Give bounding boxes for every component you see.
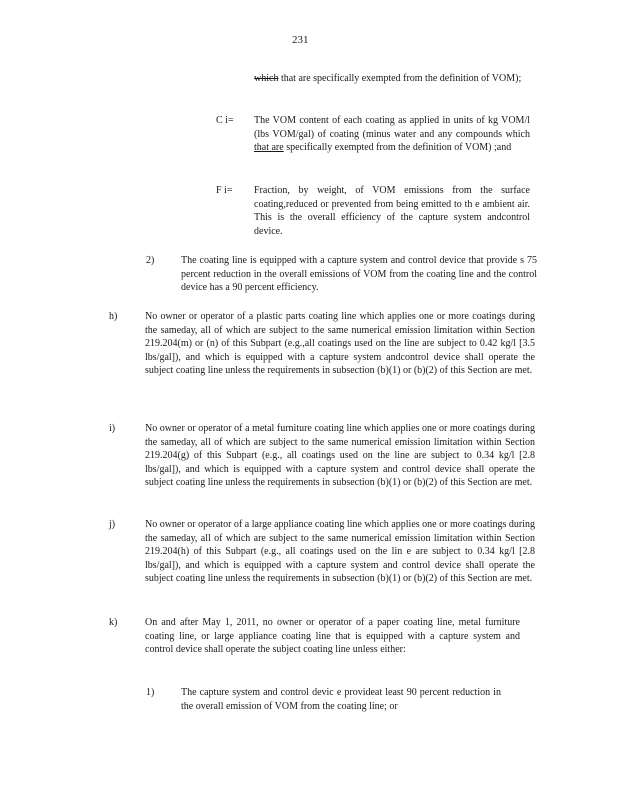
- paragraph-k-text: On and after May 1, 2011, no owner or operator of a paper coating line, metal furniture coating line, or large appliance coating line that is equipped with a capture system and control device shall operate the subject coating line unless either:: [145, 617, 520, 655]
- continuation-text: [254, 72, 530, 86]
- item-2: [181, 254, 537, 295]
- definition-ci-text: The VOM content of each coating as applied in units of kg VOM/l (lbs VOM/gal) of coating (minus water and any compounds which: [254, 115, 530, 140]
- page-number: 231: [292, 34, 309, 46]
- definition-ci: [254, 114, 530, 155]
- paragraph-h-text: No owner or operator of a plastic parts coating line which applies one or more coatings during the sameday, all of which are subject to the same numerical emission limitation within Section 219.204(m) or (n) of this Subpart (e.g.,all coatings used on the line are subject to 0.42 kg/l [3.5 lbs/gal]), and which is equipped with a capture system andcontrol device shall operate the subject coating line unless the requirements in subsection (b)(1) or (b)(2) of this Section are met.: [145, 311, 535, 376]
- paragraph-k: [145, 616, 520, 657]
- paragraph-j-text: No owner or operator of a large appliance coating line which applies one or more coatings during the sameday, all of which are subject to the same numerical emission limitation within Section 219.204(h) of this Subpart (e.g., all coatings used on the lin e are subject to 0.34 kg/l [2.8 lbs/gal]), and which is equipped with a capture system and control device shall operate the subject coating line unless the requirements in subsection (b)(1) or (b)(2) of this Section are met.: [145, 519, 535, 584]
- paragraph-label-h: h): [109, 311, 118, 322]
- paragraph-j: [145, 518, 535, 586]
- definition-label-fi: F i=: [216, 185, 233, 196]
- paragraph-i-text: No owner or operator of a metal furniture coating line which applies one or more coatings during the sameday, all of which are subject to the same numerical emission limitation within Section 219.204(g) of this Subpart (e.g., all coatings used on the line are subject to 0.34 kg/l [2.8 lbs/gal]), and which is equipped with a capture system and control device shall operate the subject coating line unless the requirements in subsection (b)(1) or (b)(2) of this Section are met.: [145, 423, 535, 488]
- paragraph-label-j: j): [109, 519, 116, 530]
- paragraph-h: [145, 310, 535, 378]
- underlined-text: that are: [254, 142, 284, 153]
- struck-text: which: [254, 73, 279, 84]
- item-k1: [181, 686, 501, 713]
- paragraph-label-i: i): [109, 423, 116, 434]
- definition-ci-text-end: specifically exempted from the definition of VOM) ;and: [283, 142, 512, 153]
- definition-fi-text: Fraction, by weight, of VOM emissions from the surface coating,reduced or prevented from being emitted to th e ambient air. This is the overall efficiency of the capture system andcontrol device.: [254, 185, 530, 237]
- definition-fi: [254, 184, 530, 238]
- continuation-body: that are specifically exempted from the definition of VOM);: [278, 73, 522, 84]
- item-k1-text: The capture system and control devic e provideat least 90 percent reduction in the overall emission of VOM from the coating line; or: [181, 687, 501, 712]
- paragraph-label-k: k): [109, 617, 118, 628]
- item-label-2: 2): [146, 255, 155, 266]
- item-2-text: The coating line is equipped with a capture system and control device that provide s 75 percent reduction in the overall emissions of VOM from the coating line and the control device has a 90 percent efficiency.: [181, 255, 537, 293]
- paragraph-i: [145, 422, 535, 490]
- item-label-k1: 1): [146, 687, 155, 698]
- definition-label-ci: C i=: [216, 115, 234, 126]
